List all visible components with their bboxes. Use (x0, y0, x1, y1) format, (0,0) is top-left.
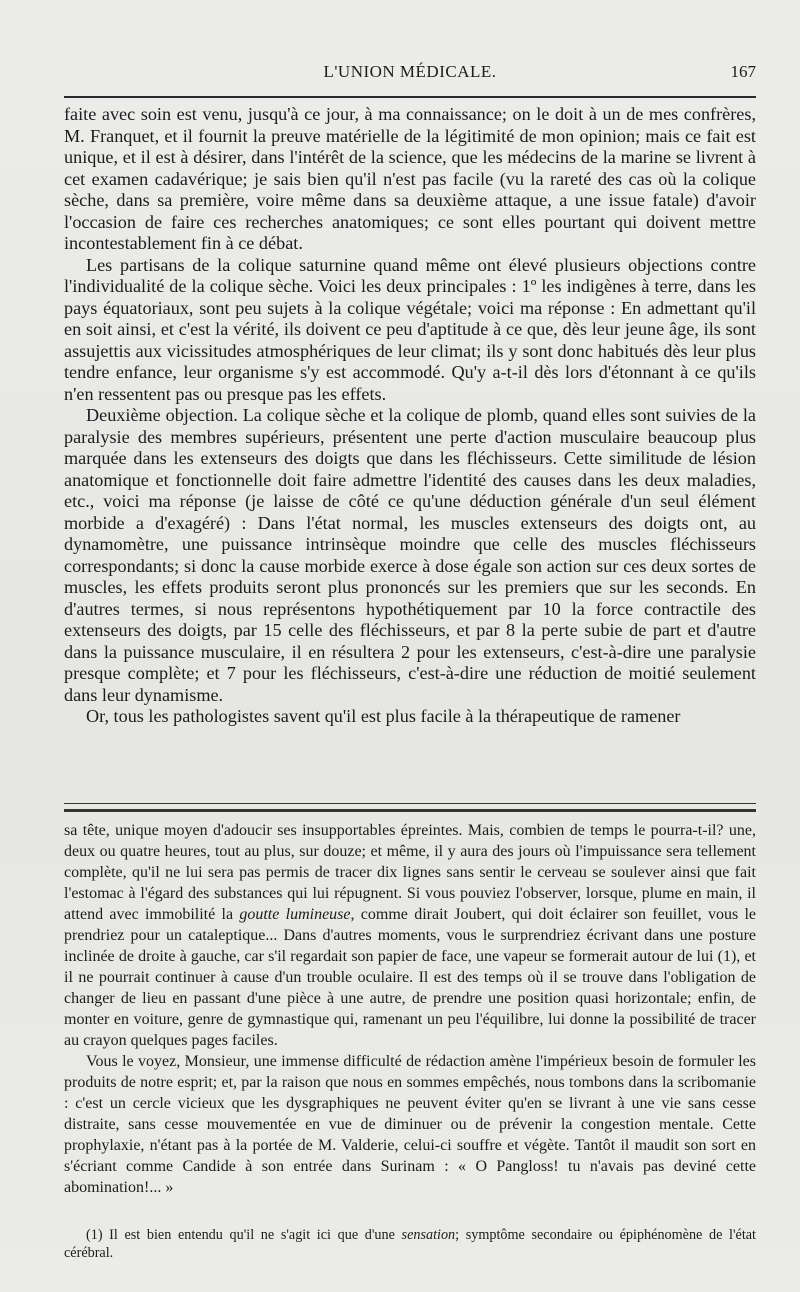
paragraph: Deuxième objection. La colique sèche et la colique de plomb, quand elles sont suivies de la paralysie des membres supérieurs, présentent une perte d'action musculaire beaucoup plus marquée dans les extenseurs des doigts que dans les fléchisseurs. Cette similitude de lésion anatomique et fonctionnelle doit faire admettre l'identité des causes dans les deux maladies, etc., voici ma réponse (je laisse de côté ce qu'une déduction générale d'un seul élément morbide a d'exagéré) : Dans l'état normal, les muscles extenseurs des doigts ont, au dynamomètre, une puissance intrinsèque moindre que celle des muscles fléchisseurs correspondants; si donc la cause morbide exerce à dose égale son action sur ces deux sortes de muscles, les effets produits seront plus prononcés sur les premiers que sur les seconds. En d'autres termes, si nous représentons hypothétiquement par 10 la force contractile des extenseurs des doigts, par 15 celle des fléchisseurs, et par 8 la perte subie de part et d'autre dans la puissance musculaire, il en résultera 2 pour les extenseurs, c'est-à-dire une paralysie presque complète; et 7 pour les fléchisseurs, c'est-à-dire une réduction de moitié seulement dans leur dynamisme. (64, 405, 756, 705)
page-number: 167 (730, 62, 756, 81)
italic-word: sensation (401, 1227, 456, 1243)
footnote-text (64, 1226, 756, 1262)
page-header (64, 62, 756, 86)
quoted-letter (64, 820, 756, 1198)
main-text (64, 104, 756, 728)
header-rule (64, 96, 756, 98)
text-run: ; symptôme secondaire ou épiphénomène de l'état cérébral. (64, 1227, 756, 1261)
paragraph: faite avec soin est venu, jusqu'à ce jour, à ma connaissance; on le doit à un de mes confrères, M. Franquet, et il fournit la preuve matérielle de la légitimité de mon opinion; mais ce fait est unique, et il est à désirer, dans l'intérêt de la science, que les médecins de la marine se livrent à cet examen cadavérique; je sais bien qu'il n'est pas facile (vu la rareté des cas où la colique sèche, dans sa première, voire même dans sa deuxième attaque, a une issue fatale) d'avoir l'occasion de faire ces recherches anatomiques; ce sont elles pourtant qui doivent mettre incontestablement fin à ce débat. (64, 104, 756, 253)
text-run: , comme dirait Joubert, qui doit éclairer son feuillet, vous le prendriez pour un cataleptique... Dans d'autres moments, vous le surprendriez écrivant dans une posture inclinée de droite à gauche, car s'il regardait son papier de face, une vapeur se formerait autour de lui (1), et il ne pourrait continuer à cause d'un trouble oculaire. Il est des temps où il se trouve dans l'obligation de changer de lieu en passant d'une pièce à une autre, de prendre une position quasi horizontale; enfin, de monter en voiture, genre de gymnastique qui, ramenant un peu l'équilibre, lui donne la possibilité de tracer au crayon quelques pages faciles. (64, 906, 757, 1049)
footnote (64, 1226, 756, 1262)
paragraph: Vous le voyez, Monsieur, une immense difficulté de rédaction amène l'impérieux besoin de formuler les produits de notre esprit; et, par la raison que nous en sommes empêchés, nous tombons dans la scribomanie : c'est un cercle vicieux que les dysgraphiques ne peuvent éviter qu'en se livrant à une vie sans cesse distraite, sans cesse mouvementée en vue de diminuer ou de prévenir la congestion mentale. Cette prophylaxie, n'étant pas à la portée de M. Valderie, celui-ci souffre et végète. Tantôt il maudit son sort en s'écriant comme Candide à son entrée dans Surinam : « O Pangloss! tu n'avais pas deviné cette abomination!... » (64, 1053, 756, 1196)
running-title: L'UNION MÉDICALE. (323, 62, 497, 81)
text-run: sa tête, unique moyen d'adoucir ses insupportables épreintes. Mais, combien de temps le pourra-t-il? une, deux ou quatre heures, tout au plus, sur douze; et même, il y aura des jours où l'impuissance sera tellement complète, qu'il ne lui sera pas permis de tracer dix lignes sans sentir le cerveau se soulever ainsi que fait l'estomac à l'égard des substances qui lui répugnent. Si vous pouviez l'observer, lorsque, plume en main, il attend avec immobilité la (64, 822, 756, 923)
paragraph: Or, tous les pathologistes savent qu'il est plus facile à la thérapeutique de ramener (86, 706, 681, 726)
paragraph (64, 820, 756, 1051)
text-run: (1) Il est bien entendu qu'il ne s'agit ici que d'une (86, 1227, 402, 1243)
paragraph: Les partisans de la colique saturnine quand même ont élevé plusieurs objections contre l'individualité de la colique sèche. Voici les deux principales : 1º les indigènes à terre, dans les pays équatoriaux, sont peu sujets à la colique végétale; voici ma réponse : En admettant qu'il en soit ainsi, et c'est la vérité, ils doivent ce peu d'aptitude à ce que, dès leur jeune âge, ils sont assujettis aux vicissitudes atmosphériques de leur climat; ils y sont donc habitués dès leur plus tendre enfance, leur organisme s'y est accommodé. Qu'y a-t-il dès lors d'étonnant à ce qu'ils n'en ressentent pas ou presque pas les effets. (64, 254, 756, 404)
section-divider (64, 803, 756, 812)
italic-phrase: goutte lumineuse (239, 906, 351, 923)
